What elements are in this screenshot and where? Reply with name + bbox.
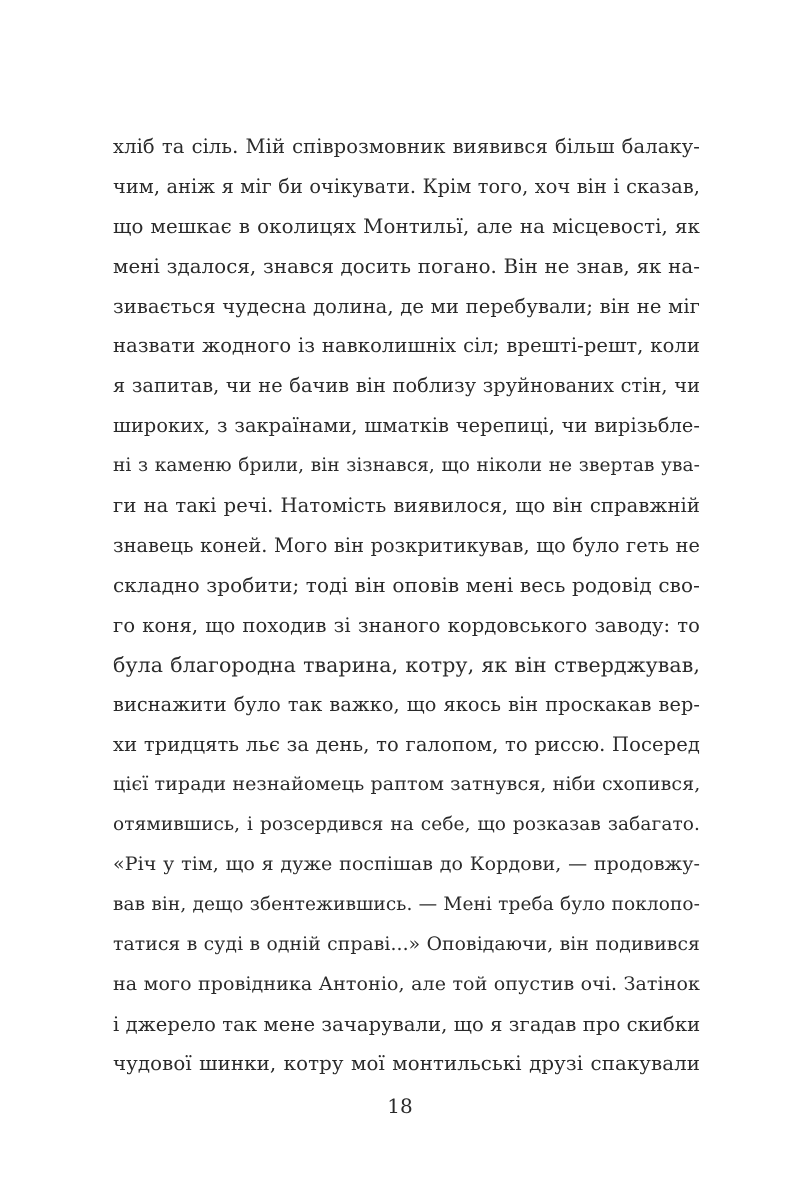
text-line: знавець коней. Мого він розкритикував, що було геть не [113, 533, 700, 557]
text-line: мені здалося, знався досить погано. Він не знав, як на- [113, 254, 700, 278]
text-line: чудової шинки, котру мої монтильські друзі спакували [113, 1052, 700, 1076]
text-line: татися в суді в одній справі...» Оповідаючи, він подивився [113, 933, 700, 955]
text-line: вав він, дещо збентежившись. — Мені треба було поклопо- [113, 893, 700, 915]
text-line: я запитав, чи не бачив він поблизу зруйнованих стін, чи [113, 374, 700, 398]
text-line: хліб та сіль. Мій співрозмовник виявився більш балаку- [113, 135, 700, 158]
text-line: була благородна тварина, котру, як він стверджував, [113, 652, 700, 677]
text-line: го коня, що походив зі знаного кордовського заводу: то [113, 613, 700, 637]
text-line: що мешкає в околицях Монтильї, але на місцевості, як [113, 214, 700, 238]
page-number: 18 [387, 1094, 413, 1118]
text-line: зивається чудесна долина, де ми перебували; він не міг [113, 294, 700, 318]
text-line: «Річ у тім, що я дуже поспішав до Кордови, — продовжу- [113, 853, 700, 876]
text-line: на мого провідника Антоніо, але той опустив очі. Затінок [113, 972, 700, 995]
text-line: назвати жодного із навколишніх сіл; врешті-решт, коли [113, 334, 700, 358]
text-line: отямившись, і розсердився на себе, що розказав забагато. [113, 814, 700, 836]
text-line: широких, з закраїнами, шматків черепиці, чи вирізьбле- [113, 414, 700, 438]
text-line: хи тридцять льє за день, то галопом, то риссю. Посеред [113, 733, 700, 757]
text-line: і джерело так мене зачарували, що я згадав про скибки [113, 1012, 701, 1036]
text-line: ги на такі речі. Натомість виявилося, що він справжній [113, 494, 700, 518]
text-line: ні з каменю брили, він зізнався, що ніколи не звертав ува- [113, 455, 700, 477]
body-text [113, 127, 700, 1084]
text-line: складно зробити; тоді він оповів мені весь родовід сво- [113, 572, 700, 597]
text-line: цієї тиради незнайомець раптом затнувся, ніби схопився, [113, 773, 701, 796]
text-line: виснажити було так важко, що якось він проскакав вер- [113, 693, 700, 717]
text-line: чим, аніж я міг би очікувати. Крім того, хоч він і сказав, [113, 174, 700, 198]
